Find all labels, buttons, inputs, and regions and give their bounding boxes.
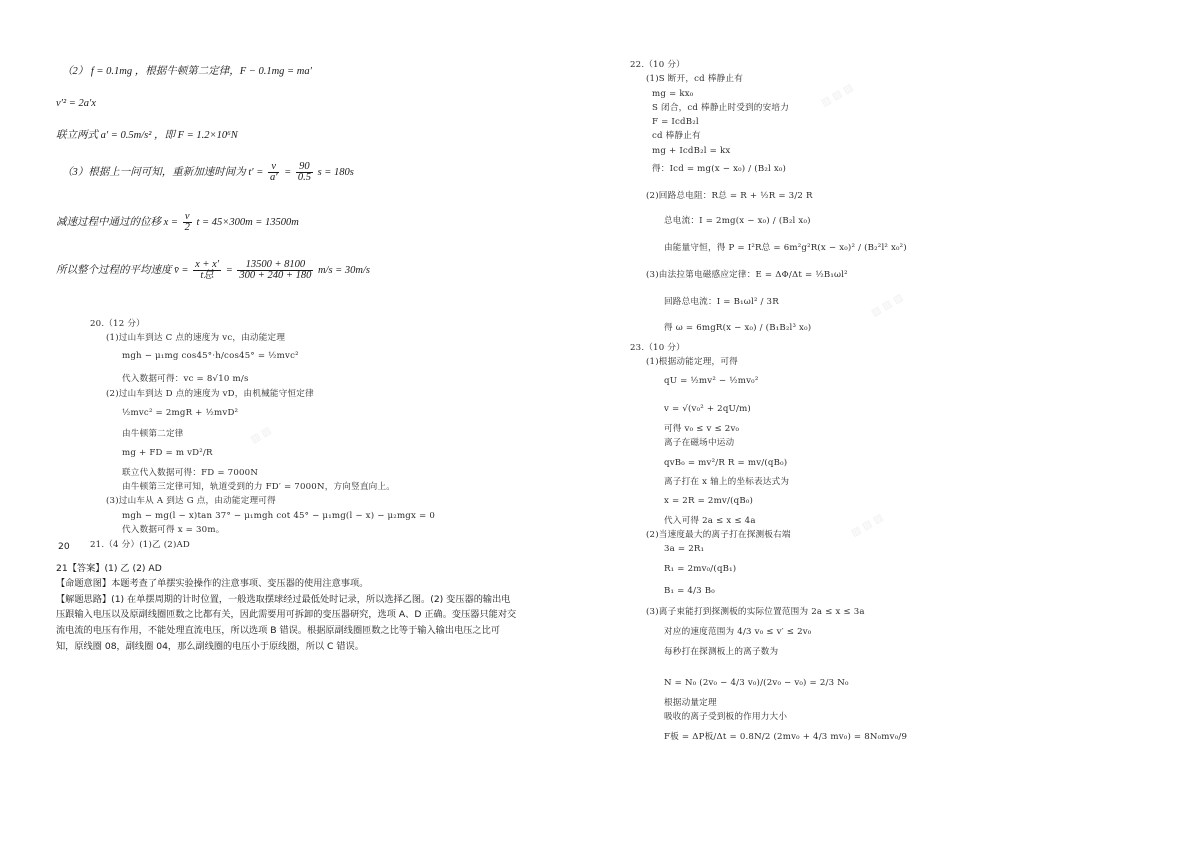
equals-sign: = [225,264,233,276]
q23-line: 代入可得 2a ≤ x ≤ 4a [664,516,756,526]
q20-line: 代入数据可得 x = 30m。 [122,525,225,535]
q21-thought: 流电流的电压有作用，不能处理直流电压，所以选项 B 错误。根据原副线圈匝数之比等于输入输出电压之比可 [56,625,500,636]
q20-line: mgh − μ₁mg cos45°·h/cos45° = ½mvc² [122,351,299,361]
fraction-denominator: a′ [269,172,278,183]
q23-line: (3)离子束能打到探测板的实际位置范围为 2a ≤ x ≤ 3a [646,607,865,617]
q19-part2-line1: （2） f = 0.1mg ，根据牛顿第二定律，F − 0.1mg = ma′ [62,66,312,77]
q22-line: 得：Icd = mg(x − x₀) / (B₂l x₀) [652,164,787,174]
fraction [296,162,313,183]
fraction-numerator: 90 [296,162,313,173]
fraction-numerator: 13500 + 8100 [237,260,313,271]
q23-line: 每秒打在探测板上的离子数为 [664,647,779,657]
q23-line: 根据动量定理 [664,698,717,708]
q22-title: 22.（10 分） [630,60,685,70]
q21-thought: 【解题思路】(1) 在单摆周期的计时位置，一般选取摆球经过最低处时记录，所以选择乙图。(2) 变压器的输出电 [56,594,511,605]
q19-part3-line3 [56,260,370,281]
q22-line: F = IcdB₂l [652,117,699,127]
q20-line: 代入数据可得：vc = 8√10 m/s [122,374,249,384]
page-number-left: 20 [58,541,70,552]
q20-line: 联立代入数据可得：FD = 7000N [122,468,259,478]
fraction [183,212,192,233]
q23-line: (1)根据动能定理，可得 [646,357,738,367]
q19-part3-line1 [62,162,354,183]
q20-line: mgh − mg(l − x)tan 37° − μ₁mgh cot 45° − μ₁mg(l − x) − μ₂mgx = 0 [122,511,435,521]
q23-title: 23.（10 分） [630,343,685,353]
q22-line: S 闭合，cd 棒静止时受到的安培力 [652,103,789,113]
q21-intent: 【命题意图】本题考查了单摆实验操作的注意事项、变压器的使用注意事项。 [56,578,369,589]
q22-line: mg + IcdB₂l = kx [652,146,731,156]
q22-line: 由能量守恒，得 P = I²R总 = 6m²g²R(x − x₀)² / (B₂²l² x₀²) [664,243,907,253]
fraction [268,162,280,183]
fraction [193,260,221,281]
q20-line: 由牛顿第二定律 [122,429,184,439]
q20-line: (1)过山车到达 C 点的速度为 vc，由动能定理 [106,333,286,343]
fraction-numerator: x + x′ [195,259,220,270]
q19-part3-line2-suffix: t = 45×300m = 13500m [196,216,299,228]
q21-line: 21.（4 分）(1)乙 (2)AD [90,540,191,550]
q23-line: v = √(v₀² + 2qU/m) [664,404,751,414]
q19-part2-line3: 联立两式 a′ = 0.5m/s² ，即 F = 1.2×10⁶N [56,130,238,141]
q23-line: R₁ = 2mv₀/(qB₁) [664,564,737,574]
q23-line: N = N₀ (2v₀ − 4/3 v₀)/(2v₀ − v₀) = 2/3 N₀ [664,678,849,688]
fraction-denominator: 300 + 240 + 180 [239,270,312,281]
scan-watermark: ▨ ▨ ▨ [819,82,856,109]
q22-line: 总电流：I = 2mg(x − x₀) / (B₂l x₀) [664,216,811,226]
q19-part3-line2-prefix: 减速过程中通过的位移 x = [56,216,178,228]
q23-line: (2)当速度最大的离子打在探测板右端 [646,530,791,540]
q22-line: cd 棒静止有 [652,131,701,141]
q23-line: 离子在磁场中运动 [664,438,735,448]
fraction-numerator: v [183,212,192,223]
q22-line: (1)S 断开，cd 棒静止有 [646,74,743,84]
q22-line: mg = kx₀ [652,89,694,99]
fraction-numerator: v [268,162,280,173]
fraction-denominator: 0.5 [297,172,311,183]
scan-watermark: ▨ ▨ ▨ [869,292,906,319]
q20-line: mg + FD = m vD²/R [122,448,213,458]
q23-line: 可得 v₀ ≤ v ≤ 2v₀ [664,424,740,434]
q19-part3-line1-suffix: s = 180s [317,166,354,178]
q23-line: 吸收的离子受到板的作用力大小 [664,712,788,722]
fraction [237,260,313,281]
q20-line: (2)过山车到达 D 点的速度为 vD，由机械能守恒定律 [106,389,314,399]
q21-thought: 知，原线圈 08，副线圈 04，那么副线圈的电压小于原线圈，所以 C 错误。 [56,641,364,652]
q21-answer: 21【答案】(1) 乙 (2) AD [56,563,162,574]
q20-line: 由牛顿第三定律可知，轨道受到的力 FD′ = 7000N，方向竖直向上。 [122,482,396,492]
q20-title: 20.（12 分） [90,319,145,329]
q22-line: 得 ω = 6mgR(x − x₀) / (B₁B₂l³ x₀) [664,323,812,333]
scan-watermark: ▨ ▨ [248,425,274,446]
equals-sign: = [284,166,292,178]
scan-watermark: ▨ ▨ ▨ [849,512,886,539]
q20-line: (3)过山车从 A 到达 G 点，由动能定理可得 [106,496,276,506]
q19-part3-line1-prefix: （3）根据上一问可知，重新加速时间为 t′ = [62,166,264,178]
fraction-denominator: 2 [184,222,190,233]
q23-line: 对应的速度范围为 4/3 v₀ ≤ v′ ≤ 2v₀ [664,627,812,637]
q23-line: B₁ = 4/3 B₀ [664,586,715,596]
q23-line: F板 = ΔP板/Δt = 0.8N/2 (2mv₀ + 4/3 mv₀) = 8N₀mv₀/9 [664,732,908,742]
q23-line: qU = ½mv² − ½mv₀² [664,376,759,386]
q23-line: qvB₀ = mv²/R R = mv/(qB₀) [664,458,788,468]
q22-line: (2)回路总电阻：R总 = R + ½R = 3/2 R [646,191,813,201]
fraction-denominator: t总 [200,270,214,281]
q23-line: 离子打在 x 轴上的坐标表达式为 [664,477,790,487]
q20-line: ½mvc² = 2mgR + ½mvD² [122,408,239,418]
q19-part3-line3-suffix: m/s = 30m/s [317,264,370,276]
q22-line: (3)由法拉第电磁感应定律：E = ΔΦ/Δt = ½B₁ωl² [646,270,848,280]
q23-line: 3a = 2R₁ [664,544,705,554]
q22-line: 回路总电流：I = B₁ωl² / 3R [664,297,779,307]
q19-part3-line2 [56,212,299,233]
q19-part2-line2: v′² = 2a′x [56,98,96,109]
q21-thought: 压跟输入电压以及原副线圈匝数之比都有关，因此需要用可拆卸的变压器研究，选项 A、D 正确。变压器只能对交 [56,609,517,620]
q19-part3-line3-prefix: 所以整个过程的平均速度 v̄ = [56,264,189,276]
q23-line: x = 2R = 2mv/(qB₀) [664,496,754,506]
